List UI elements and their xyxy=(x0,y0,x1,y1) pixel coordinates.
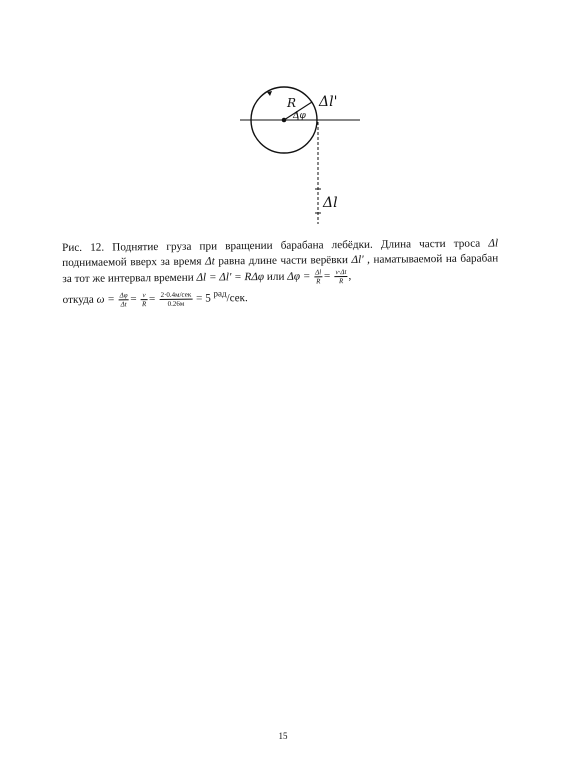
unit-denominator: /сек xyxy=(226,292,246,305)
label-r: R xyxy=(287,96,297,110)
figure-caption xyxy=(62,236,499,308)
caption-text-otkuda: откуда xyxy=(62,293,97,306)
caption-delta-l: Δl xyxy=(488,237,499,250)
unit-numerator: рад xyxy=(213,288,227,299)
fraction-denominator: R xyxy=(141,300,147,309)
equals-sign: = xyxy=(129,293,138,306)
fraction-v-over-r xyxy=(141,291,147,308)
fraction-denominator: R xyxy=(338,277,344,286)
winch-drum-diagram xyxy=(236,72,366,232)
period: . xyxy=(244,292,248,305)
caption-text-3: равна длине части верёвки xyxy=(214,253,352,268)
fraction-vdt-over-r xyxy=(334,268,347,285)
omega-unit xyxy=(213,288,246,305)
comma: , xyxy=(348,270,352,283)
fraction-numerator: Δl xyxy=(315,268,322,277)
caption-equation-1: Δl = Δl' = RΔφ xyxy=(196,270,265,284)
caption-text-2: поднимаемой вверх за время xyxy=(62,255,206,269)
fraction-denominator: 0.26м xyxy=(167,299,185,308)
fraction-dphi-over-dt xyxy=(119,291,129,308)
fraction-denominator: R xyxy=(316,277,321,286)
page-number: 15 xyxy=(278,731,288,741)
label-delta-l-prime: Δl' xyxy=(319,94,338,110)
winch-drum-figure xyxy=(236,72,366,232)
omega-result-value: = 5 xyxy=(196,292,211,305)
caption-text-1: Рис. 12. Поднятие груза при вращении барабана лебёдки. Длина части троса xyxy=(62,237,489,254)
label-delta-l: Δl xyxy=(323,195,338,211)
fraction-numerator: v xyxy=(142,291,146,300)
fraction-numerator: v·Δt xyxy=(335,268,347,277)
fraction-dl-over-r xyxy=(314,268,322,285)
label-delta-phi: Δφ xyxy=(293,111,306,121)
equals-sign: = xyxy=(148,293,156,306)
fraction-numeric xyxy=(160,291,193,308)
caption-text-5: или xyxy=(264,270,288,283)
caption-equation-2-lhs: Δφ = xyxy=(287,270,311,283)
fraction-numerator: 2·0.4м/сек xyxy=(160,290,192,299)
caption-delta-t: Δt xyxy=(205,255,215,268)
caption-text-4: , наматываемой на барабан за тот же интервал времени xyxy=(62,252,499,286)
omega-lhs: ω = xyxy=(96,293,115,306)
caption-paragraph xyxy=(62,236,498,288)
fraction-numerator: Δφ xyxy=(119,291,128,300)
fraction-denominator: Δt xyxy=(120,300,127,309)
caption-delta-l-prime: Δl' xyxy=(351,253,364,266)
equals-sign: = xyxy=(323,270,331,283)
omega-formula-line xyxy=(62,283,498,308)
